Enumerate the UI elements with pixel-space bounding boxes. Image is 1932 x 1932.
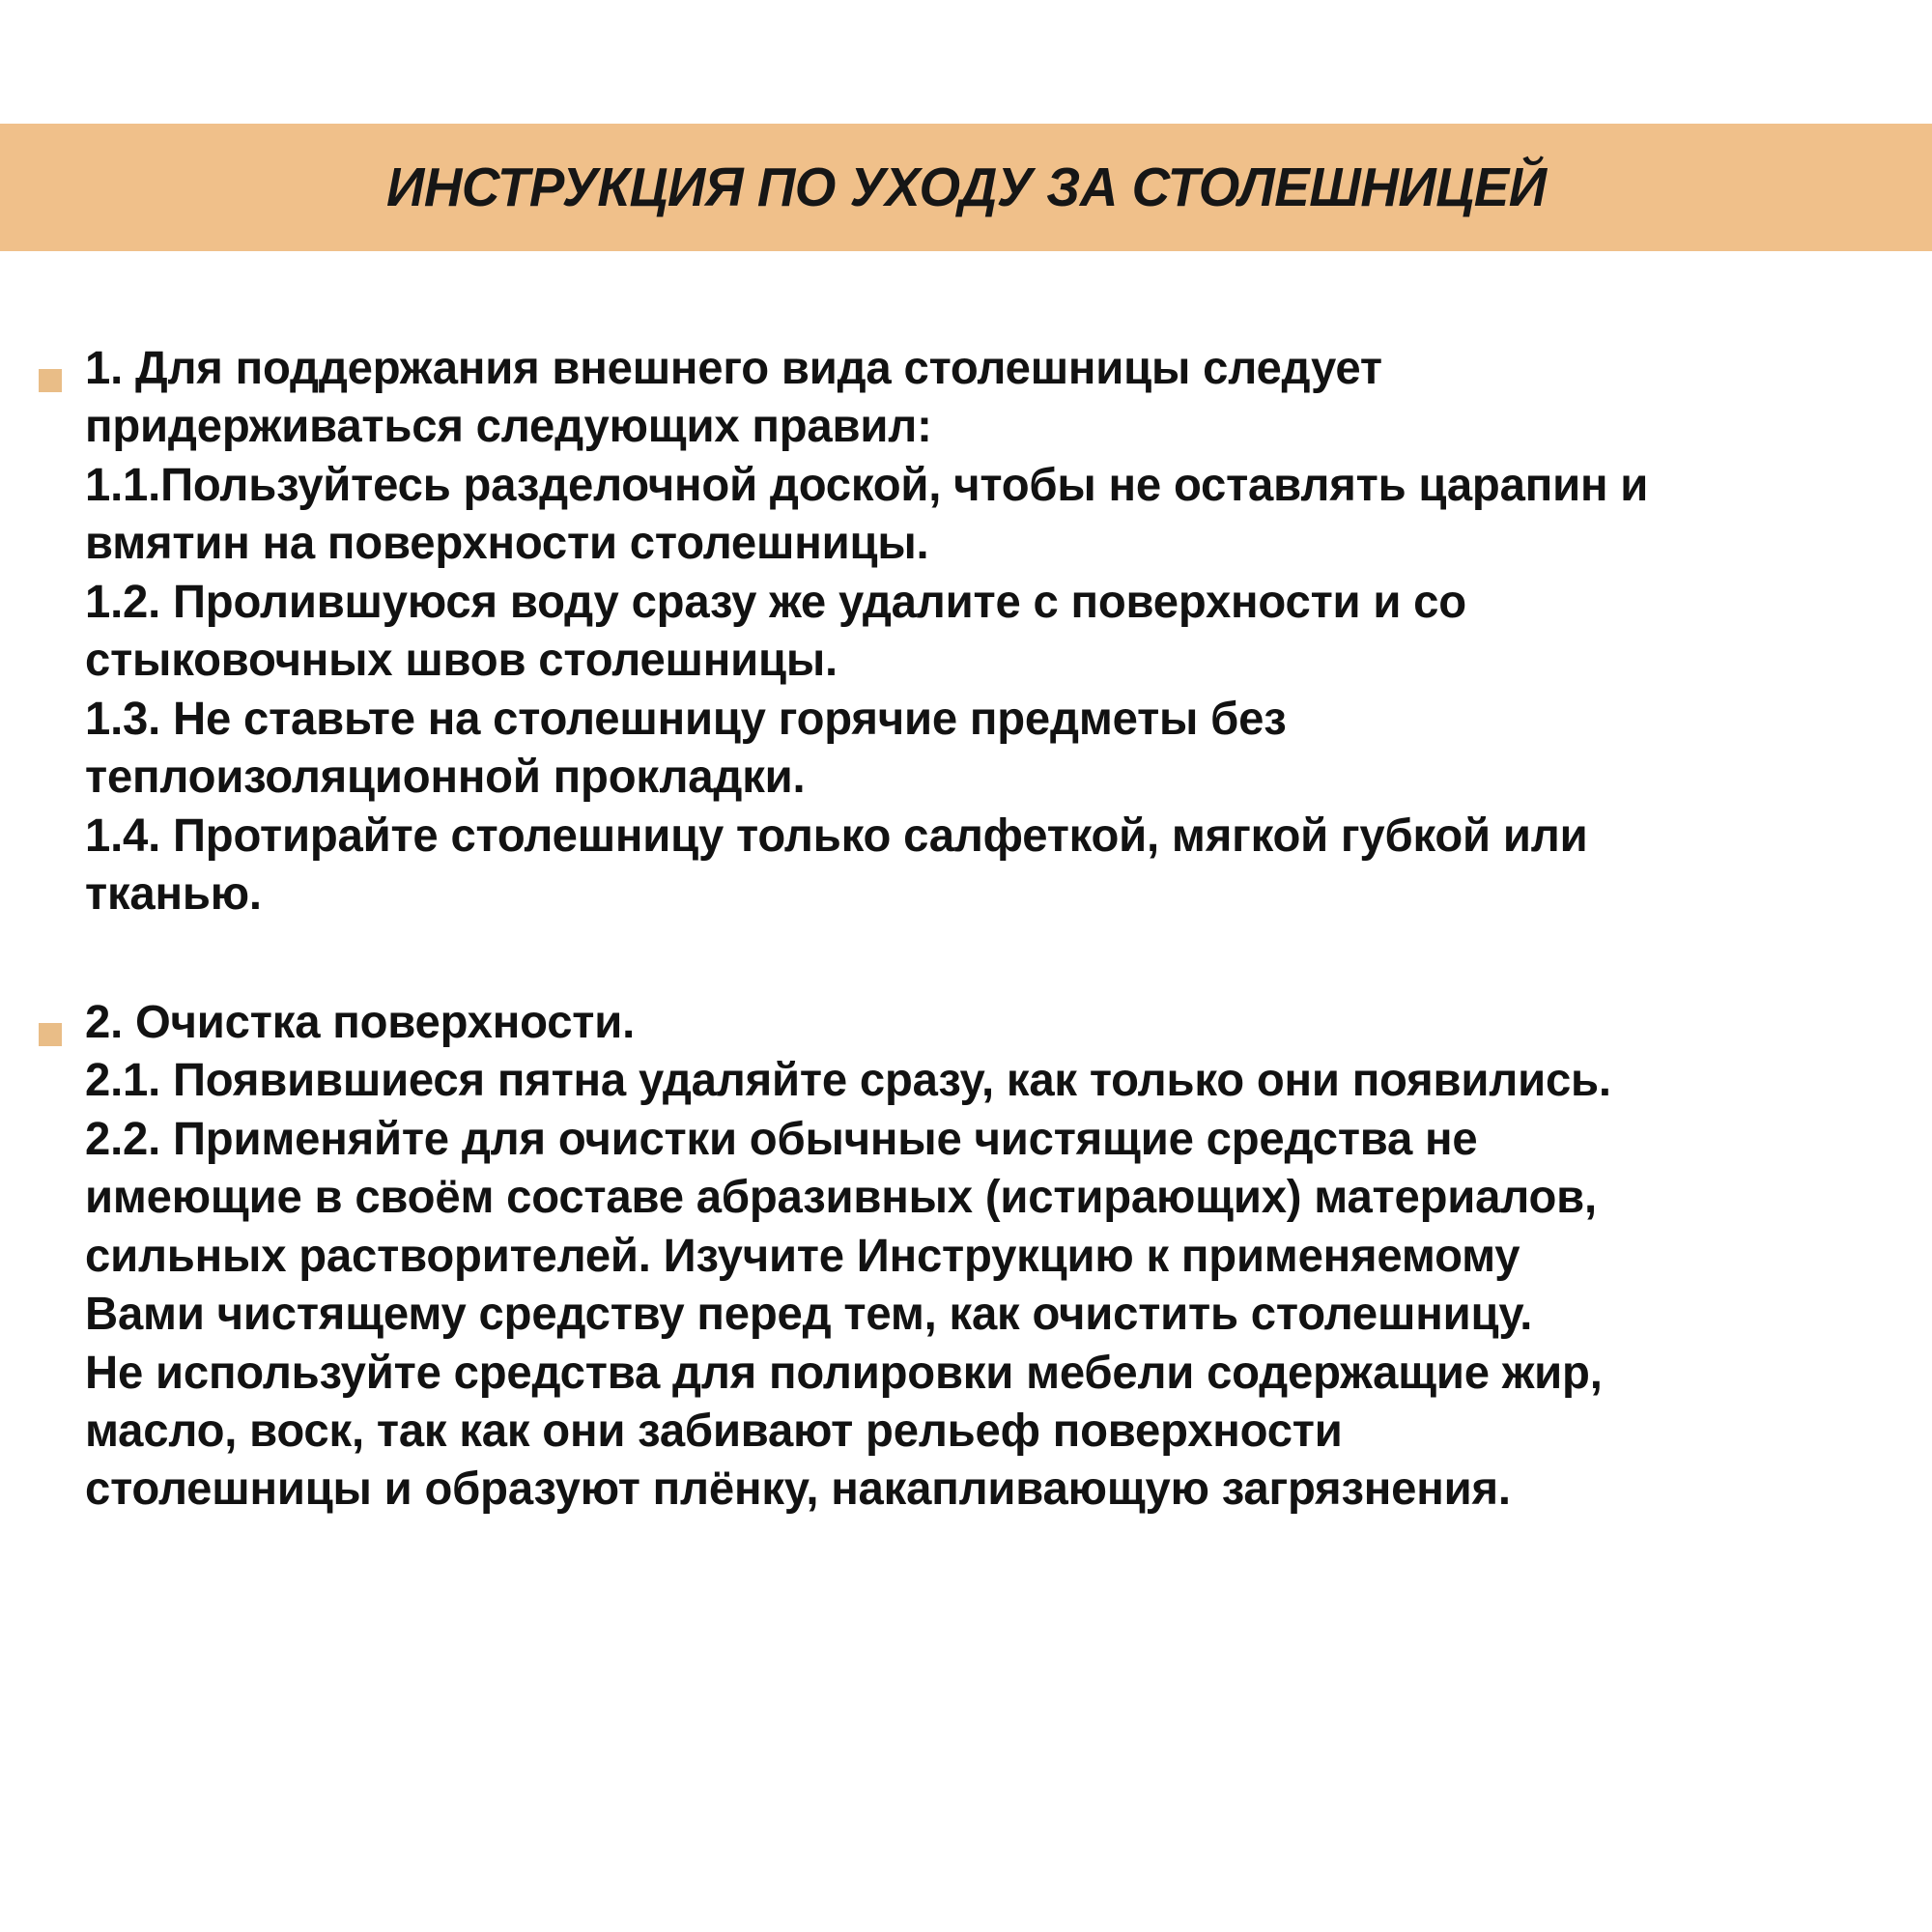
content-area bbox=[0, 340, 1932, 1520]
text-line: 2.1. Появившиеся пятна удаляйте сразу, как только они появились. bbox=[85, 1055, 1611, 1107]
text-line: 2.2. Применяйте для очистки обычные чистящие средства не bbox=[85, 1113, 1478, 1165]
text-line: 1. Для поддержания внешнего вида столешницы следует bbox=[85, 343, 1382, 394]
page-title: ИНСТРУКЦИЯ ПО УХОДУ ЗА СТОЛЕШНИЦЕЙ bbox=[385, 156, 1547, 218]
text-line: 1.2. Пролившуюся воду сразу же удалите с поверхности и со bbox=[85, 576, 1466, 628]
text-line: 1.4. Протирайте столешницу только салфеткой, мягкой губкой или bbox=[85, 810, 1588, 862]
text-line: 2. Очистка поверхности. bbox=[85, 996, 636, 1048]
text-line: Вами чистящему средству перед тем, как очистить столешницу. bbox=[85, 1289, 1533, 1341]
text-line: имеющие в своём составе абразивных (истирающих) материалов, bbox=[85, 1172, 1597, 1224]
text-line: стыковочных швов столешницы. bbox=[85, 635, 838, 687]
text-line: придерживаться следующих правил: bbox=[85, 401, 932, 453]
square-bullet-icon bbox=[39, 1023, 62, 1046]
text-line: тканью. bbox=[85, 868, 262, 921]
section-1 bbox=[39, 340, 1874, 924]
text-line: сильных растворителей. Изучите Инструкцию к применяемому bbox=[85, 1230, 1520, 1282]
text-line: Не используйте средства для полировки мебели содержащие жир, bbox=[85, 1347, 1603, 1399]
text-line: теплоизоляционной прокладки. bbox=[85, 752, 806, 804]
section-2-text bbox=[85, 994, 1847, 1520]
text-line: вмятин на поверхности столешницы. bbox=[85, 518, 929, 570]
text-line: столешницы и образуют плёнку, накапливающую загрязнения. bbox=[85, 1463, 1511, 1516]
text-line: 1.1.Пользуйтесь разделочной доской, чтобы не оставлять царапин и bbox=[85, 459, 1649, 511]
title-banner bbox=[0, 124, 1932, 251]
text-line: 1.3. Не ставьте на столешницу горячие предметы без bbox=[85, 693, 1287, 745]
section-1-text bbox=[85, 340, 1847, 924]
section-2 bbox=[39, 994, 1874, 1520]
square-bullet-icon bbox=[39, 369, 62, 392]
text-line: масло, воск, так как они забивают рельеф поверхности bbox=[85, 1405, 1343, 1457]
